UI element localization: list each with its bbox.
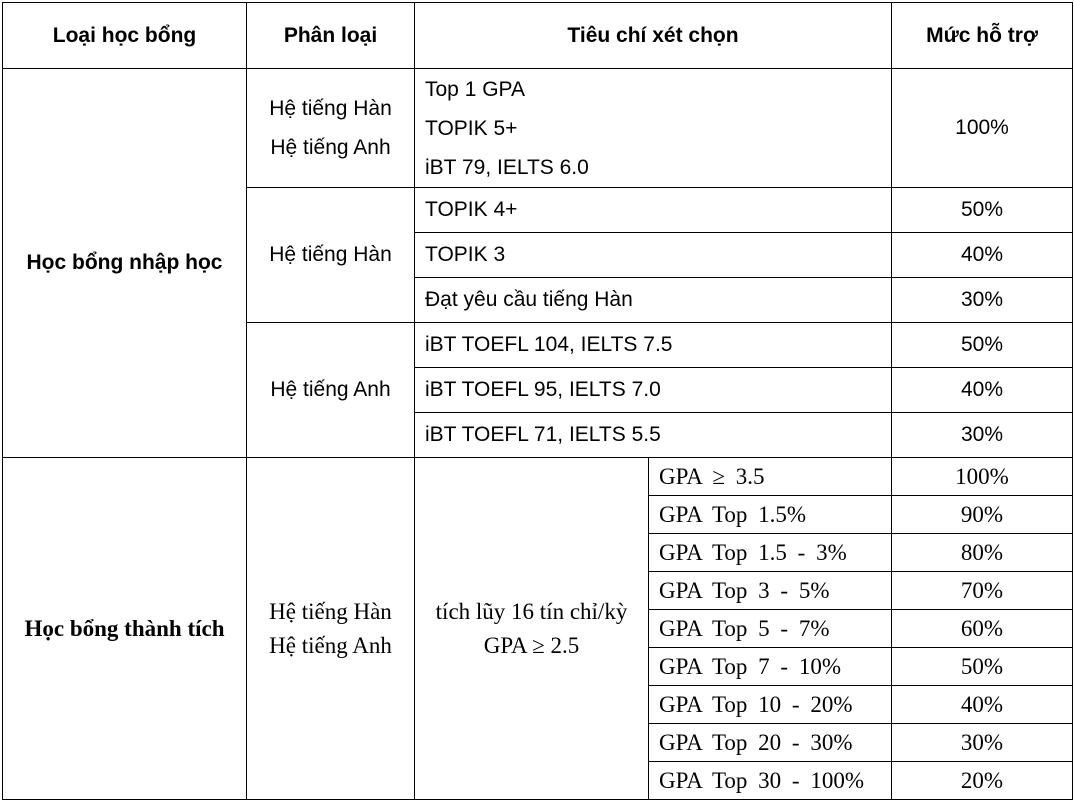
support-cell: 50% <box>892 188 1073 233</box>
gpa-criteria-cell: GPA Top 30 - 100% <box>649 762 892 800</box>
criteria-cell: iBT TOEFL 95, IELTS 7.0 <box>415 368 892 413</box>
criteria-cell: Đạt yêu cầu tiếng Hàn <box>415 278 892 323</box>
support-cell: 60% <box>892 610 1073 648</box>
scholarship-table <box>2 2 1073 800</box>
support-cell: 90% <box>892 496 1073 534</box>
support-cell: 40% <box>892 233 1073 278</box>
support-cell: 100% <box>892 458 1073 496</box>
header-row <box>3 3 1073 69</box>
gpa-criteria-cell: GPA Top 3 - 5% <box>649 572 892 610</box>
gpa-criteria-cell: GPA Top 20 - 30% <box>649 724 892 762</box>
header-category: Phân loại <box>247 3 415 69</box>
criteria-cell: TOPIK 3 <box>415 233 892 278</box>
requirement-line: GPA ≥ 2.5 <box>483 632 580 658</box>
category-line: Hệ tiếng Anh <box>269 632 392 658</box>
support-cell: 80% <box>892 534 1073 572</box>
criteria-cell: TOPIK 4+ <box>415 188 892 233</box>
gpa-criteria-cell: GPA ≥ 3.5 <box>649 458 892 496</box>
admission-scholarship-type: Học bổng nhập học <box>3 69 247 458</box>
support-cell: 30% <box>892 413 1073 458</box>
support-cell: 70% <box>892 572 1073 610</box>
requirement-line: tích lũy 16 tín chỉ/kỳ <box>435 598 628 624</box>
support-cell: 40% <box>892 686 1073 724</box>
admission-group1-support: 100% <box>892 69 1073 188</box>
admission-group2-category: Hệ tiếng Hàn <box>247 188 415 323</box>
support-cell: 40% <box>892 368 1073 413</box>
criteria-cell: iBT TOEFL 104, IELTS 7.5 <box>415 323 892 368</box>
support-cell: 30% <box>892 278 1073 323</box>
criteria-cell: iBT TOEFL 71, IELTS 5.5 <box>415 413 892 458</box>
admission-group1-category <box>247 69 415 188</box>
gpa-criteria-cell: GPA Top 1.5% <box>649 496 892 534</box>
gpa-criteria-cell: GPA Top 1.5 - 3% <box>649 534 892 572</box>
gpa-criteria-cell: GPA Top 7 - 10% <box>649 648 892 686</box>
category-line: Hệ tiếng Anh <box>270 136 391 159</box>
gpa-criteria-cell: GPA Top 10 - 20% <box>649 686 892 724</box>
support-cell: 20% <box>892 762 1073 800</box>
gpa-criteria-cell: GPA Top 5 - 7% <box>649 610 892 648</box>
admission-group1-criteria <box>415 69 892 188</box>
achievement-scholarship-type: Học bổng thành tích <box>3 458 247 800</box>
criteria-line: Top 1 GPA <box>425 77 525 101</box>
criteria-line: TOPIK 5+ <box>425 116 518 140</box>
criteria-line: iBT 79, IELTS 6.0 <box>425 155 589 179</box>
table-row <box>3 69 1073 188</box>
admission-group3-category: Hệ tiếng Anh <box>247 323 415 458</box>
support-cell: 50% <box>892 648 1073 686</box>
achievement-requirement <box>415 458 649 800</box>
achievement-category <box>247 458 415 800</box>
header-criteria: Tiêu chí xét chọn <box>415 3 892 69</box>
category-line: Hệ tiếng Hàn <box>269 598 392 624</box>
header-scholarship-type: Loại học bổng <box>3 3 247 69</box>
table-row <box>3 458 1073 496</box>
support-cell: 50% <box>892 323 1073 368</box>
category-line: Hệ tiếng Hàn <box>269 97 392 120</box>
support-cell: 30% <box>892 724 1073 762</box>
header-support: Mức hỗ trợ <box>892 3 1073 69</box>
